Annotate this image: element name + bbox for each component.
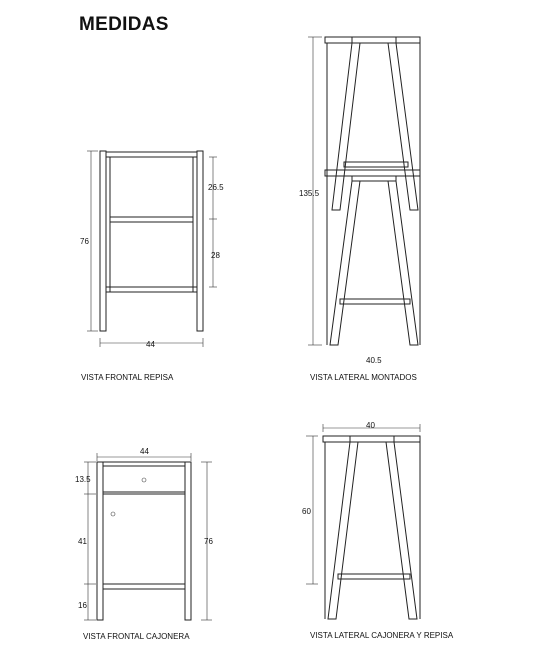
- front-shelf-view: [80, 151, 224, 349]
- side-stacked-height-label: 135.5: [299, 189, 320, 198]
- side-cabinet-drawing: [323, 436, 420, 619]
- front-cabinet-caption: VISTA FRONTAL CAJONERA: [83, 632, 190, 641]
- side-cabinet-view: [302, 421, 420, 619]
- side-stacked-caption: VISTA LATERAL MONTADOS: [310, 373, 417, 382]
- front-shelf-drawing: [100, 151, 203, 331]
- front-shelf-lower-label: 28: [211, 251, 220, 260]
- front-cabinet-door-label: 41: [78, 537, 87, 546]
- front-cabinet-drawing: [97, 462, 191, 620]
- front-cabinet-width-label: 44: [140, 447, 149, 456]
- page-title: MEDIDAS: [79, 14, 169, 35]
- front-cabinet-legs-label: 16: [78, 601, 87, 610]
- side-cabinet-caption: VISTA LATERAL CAJONERA Y REPISA: [310, 631, 454, 640]
- front-cabinet-view: [75, 447, 213, 620]
- front-shelf-caption: VISTA FRONTAL REPISA: [81, 373, 174, 382]
- side-cabinet-depth-label: 40: [366, 421, 375, 430]
- side-cabinet-height-label: 60: [302, 507, 311, 516]
- front-shelf-upper-label: 26.5: [208, 183, 224, 192]
- front-cabinet-drawer-label: 13.5: [75, 475, 91, 484]
- side-stacked-drawing: [325, 37, 420, 345]
- front-cabinet-height-label: 76: [204, 537, 213, 546]
- side-stacked-view: [299, 37, 420, 365]
- front-shelf-width-label: 44: [146, 340, 155, 349]
- front-shelf-height-label: 76: [80, 237, 89, 246]
- side-stacked-depth-label: 40.5: [366, 356, 382, 365]
- front-shelf-section-dimension: [209, 157, 217, 287]
